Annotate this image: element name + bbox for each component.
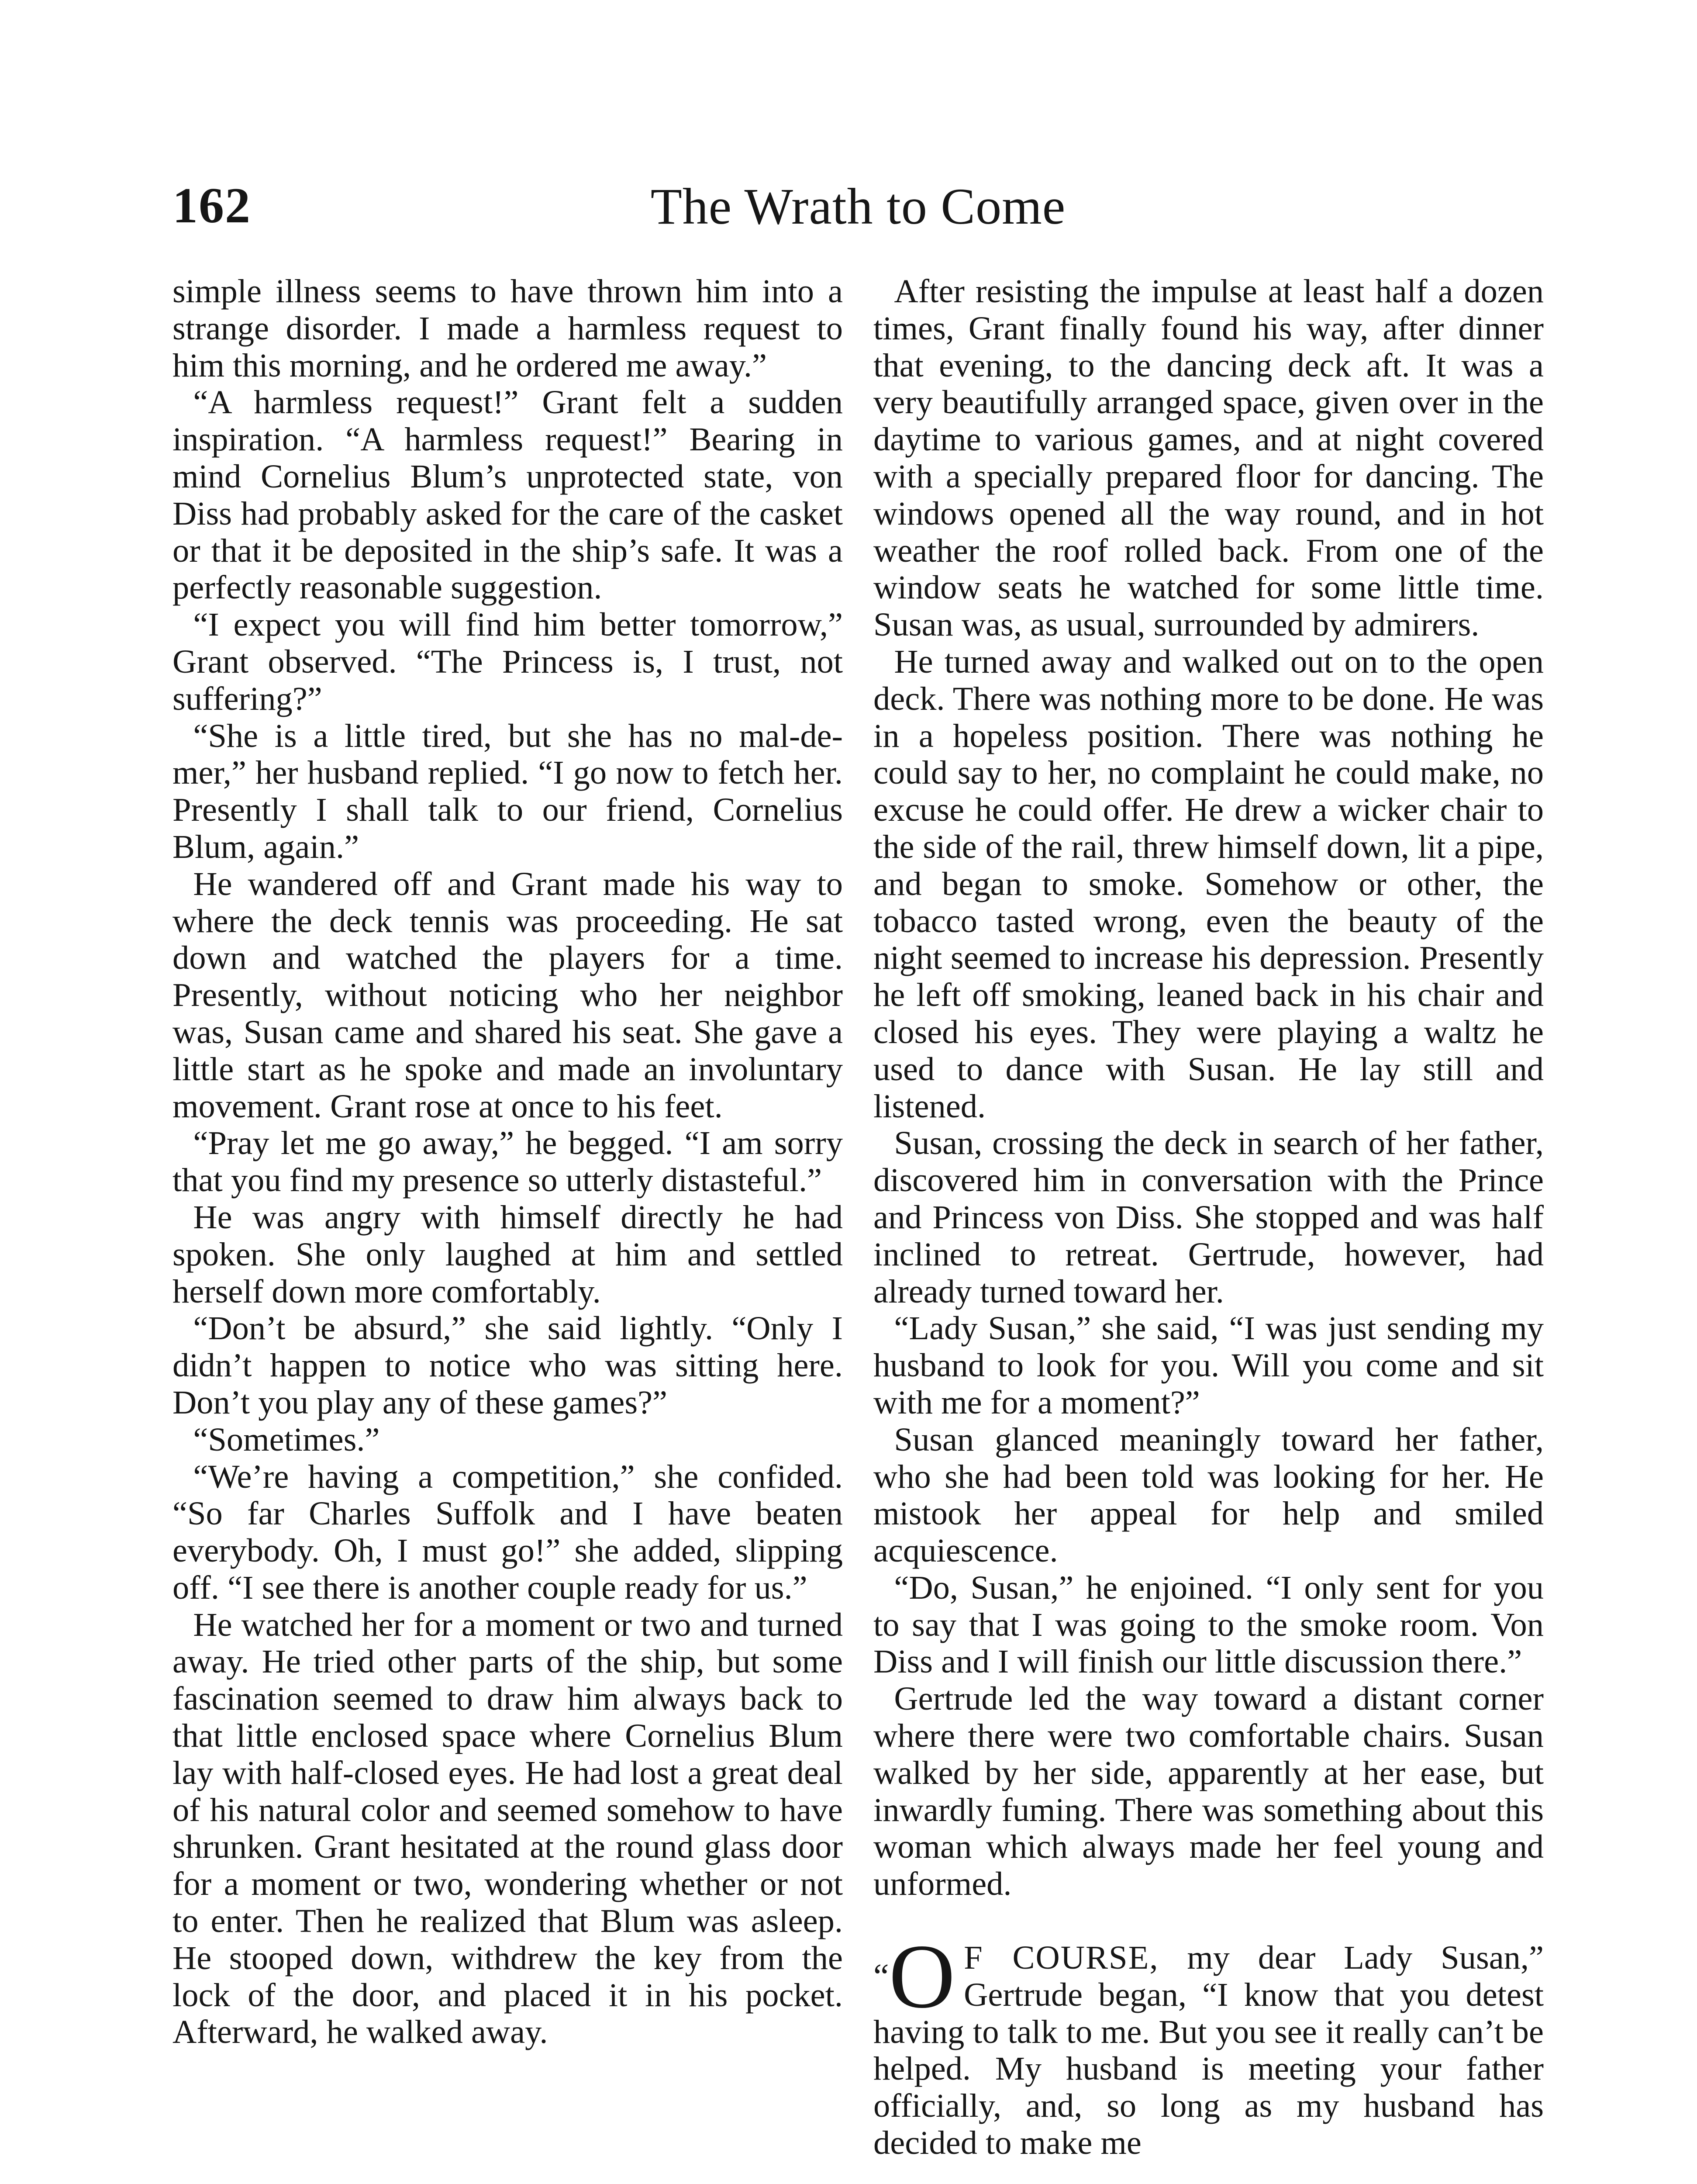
paragraph: “We’re having a competition,” she confided. “So far Charles Suffolk and I have beaten everybody. Oh, I must go!” she added, slipping off. “I see there is another couple ready for us.”	[172, 1458, 843, 1606]
drop-cap	[873, 1926, 955, 2028]
paragraph: Susan, crossing the deck in search of her father, discovered him in conversation with the Prince and Princess von Diss. She stopped and was half inclined to retreat. Gertrude, however, had already turned toward her.	[873, 1124, 1544, 1310]
paragraph: After resisting the impulse at least half a dozen times, Grant finally found his way, after dinner that evening, to the dancing deck aft. It was a very beautifully arranged space, given over in the daytime to various games, and at night covered with a specially prepared floor for dancing. The windows opened all the way round, and in hot weather the roof rolled back. From one of the window seats he watched for some little time. Susan was, as usual, surrounded by admirers.	[873, 273, 1544, 643]
paragraph: “Sometimes.”	[193, 1420, 380, 1458]
paragraph: “Don’t be absurd,” she said lightly. “Only I didn’t happen to notice who was sitting here. Don’t you play any of these games?”	[172, 1310, 843, 1421]
section-opening-paragraph	[873, 1926, 1544, 2162]
paragraph: “Pray let me go away,” he begged. “I am sorry that you find my presence so utterly distasteful.”	[172, 1124, 843, 1199]
running-title: The Wrath to Come	[650, 178, 1066, 235]
drop-cap-letter: O	[889, 1926, 955, 2028]
paragraph: “She is a little tired, but she has no mal-de-mer,” her husband replied. “I go now to fetch her. Presently I shall talk to our friend, Cornelius Blum, again.”	[172, 717, 843, 865]
paragraph: “A harmless request!” Grant felt a sudden inspiration. “A harmless request!” Bearing in mind Cornelius Blum’s unprotected state, von Diss had probably asked for the care of the casket or that it be deposited in the ship’s safe. It was a perfectly reasonable suggestion.	[172, 384, 843, 606]
section-opening-text: my dear Lady Susan,” Gertrude began, “I know that you detest having to talk to me. But you see it really can’t be helped. My husband is meeting your father officially, and, so long as my husband has decided to make me	[873, 1939, 1544, 2162]
drop-cap-quote: “	[873, 1957, 889, 1996]
paragraph: simple illness seems to have thrown him into a strange disorder. I made a harmless request to him this morning, and he ordered me away.”	[172, 273, 843, 384]
left-column	[172, 273, 843, 2051]
paragraph: “Lady Susan,” she said, “I was just sending my husband to look for you. Will you come and sit with me for a moment?”	[873, 1310, 1544, 1421]
page-number: 162	[172, 178, 251, 234]
right-column	[873, 273, 1544, 2162]
paragraph: He wandered off and Grant made his way to where the deck tennis was proceeding. He sat down and watched the players for a time. Presently, without noticing who her neighbor was, Susan came and shared his seat. She gave a little start as he spoke and made an involuntary movement. Grant rose at once to his feet.	[172, 865, 843, 1125]
paragraph: He turned away and walked out on to the open deck. There was nothing more to be done. He was in a hopeless position. There was nothing he could say to her, no complaint he could make, no excuse he could offer. He drew a wicker chair to the side of the rail, threw himself down, lit a pipe, and began to smoke. Somehow or other, the tobacco tasted wrong, even the beauty of the night seemed to increase his depression. Presently he left off smoking, leaned back in his chair and closed his eyes. They were playing a waltz he used to dance with Susan. He lay still and listened.	[873, 643, 1544, 1125]
paragraph: Gertrude led the way toward a distant corner where there were two comfortable chairs. Susan walked by her side, apparently at her ease, but inwardly fuming. There was something about this woman which always made her feel young and unformed.	[873, 1680, 1544, 1903]
paragraph: “Do, Susan,” he enjoined. “I only sent for you to say that I was going to the smoke room. Von Diss and I will finish our little discussion there.”	[873, 1569, 1544, 1680]
paragraph: Susan glanced meaningly toward her father, who she had been told was looking for her. He mistook her appeal for help and smiled acquiescence.	[873, 1420, 1544, 1569]
paragraph: He watched her for a moment or two and turned away. He tried other parts of the ship, but some fascination seemed to draw him always back to that little enclosed space where Cornelius Blum lay with half-closed eyes. He had lost a great deal of his natural color and seemed somehow to have shrunken. Grant hesitated at the round glass door for a moment or two, wondering whether or not to enter. Then he realized that Blum was asleep. He stooped down, withdrew the key from the lock of the door, and placed it in his pocket. Afterward, he walked away.	[172, 1606, 843, 2051]
paragraph: He was angry with himself directly he had spoken. She only laughed at him and settled herself down more comfortably.	[172, 1198, 843, 1310]
section-opening-words: F COURSE,	[964, 1939, 1159, 1977]
paragraph: “I expect you will find him better tomorrow,” Grant observed. “The Princess is, I trust, not suffering?”	[172, 606, 843, 717]
page-header	[172, 177, 1544, 242]
